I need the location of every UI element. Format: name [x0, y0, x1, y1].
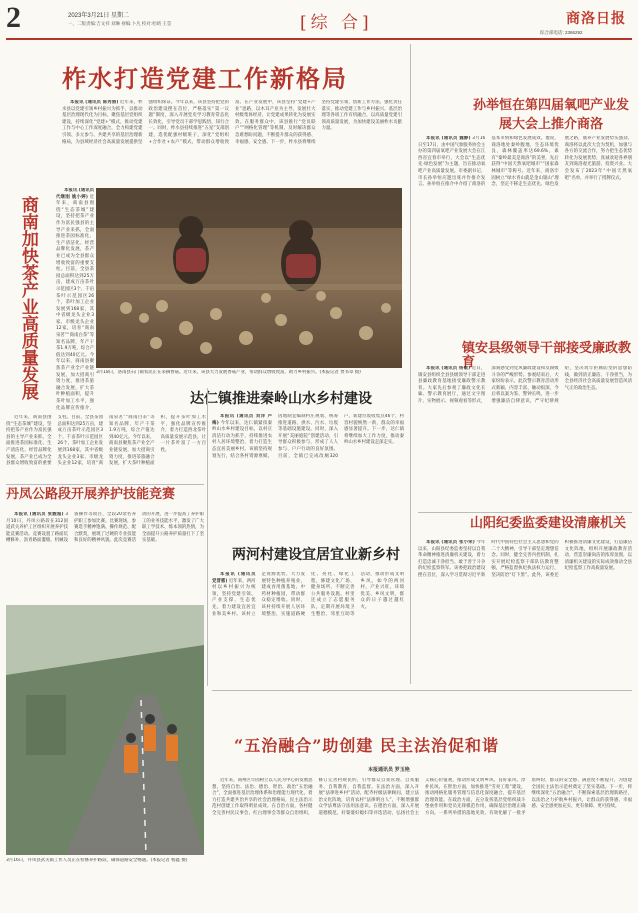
wuzhi-byline: 本报通讯员 罗玉艳: [368, 767, 410, 773]
bridge-article-body: [6, 512, 204, 602]
daxian-byline: 本报讯 (通讯员 刘洋 卢梅): [212, 414, 272, 426]
road-photo-image: [6, 605, 204, 855]
right-column-divider: [410, 44, 411, 684]
newspaper-logo: 商洛日报: [566, 11, 626, 27]
main-byline: 本报讯 (通讯员 陈秀丽): [70, 100, 119, 105]
bridge-body-text: 3月10日，丹凤公路段在312国道武关养护工区组织开展养护技能竞赛活动。竞赛设置了路面坑槽修补、沥青路面灌缝、机械设备操作等项目，全段20余名养护职工参加比赛。比赛现场，参赛选手精神饱满、操作规范、配合默契，展现了过硬的专业技能和良好的精神风貌。此次竞赛活动的开展，进一步提高了养护职工的业务技能水平，激发了广大职工学技术、练本领的热情，为全面提升公路养护质量打下了坚实基础。: [6, 512, 204, 544]
bridge-byline: 本报讯 (通讯员 张靓超): [14, 512, 64, 517]
shanyang-headline: 山阳纪委监委建设清廉机关: [470, 516, 627, 531]
tea-body-continued: 近年来，商南县围绕“生态茶城”建设，坚持把茶产业作为富民强县的主导产业来抓，全面推进茶园标准化、生产清洁化、经营品牌化发展，茶产业已成为全县群众增收致富的重要支柱。目前，全县茶园总面积达到25万亩，建成万亩茶叶示范园区3个、千亩茶叶示范园区26个，茶叶加工企业发展到168家，其中省级龙头企业3家、市级龙头企业12家，培育“商南泉茗”“商南白茶”等知名品牌，年产干茶1.9万吨，综合产值达到40亿元。今年以来，商南县聚焦茶产业全产业链发展，加大招商引资力度，推进茶旅融合发展，扩大茶叶种植面积，提升茶叶加工水平，强化品牌宣传推介，着力打造西北茶叶高质量发展示范县，让一片茶叶富了一方百姓。: [6, 415, 206, 467]
zhenan-divider: [418, 512, 632, 513]
hehe-headline: 两河村建设宜居宜业新乡村: [232, 547, 400, 563]
tea-article-body: [56, 188, 94, 410]
wuzhi-top-rule: [212, 690, 632, 691]
page-number: 2: [6, 1, 21, 34]
hehe-article-body: [212, 572, 404, 684]
road-photo: [6, 605, 204, 855]
mid-column-divider: [207, 388, 208, 686]
zhenan-headline: 镇安县级领导干部接受廉政教育: [462, 341, 632, 370]
sun-article-body: [418, 136, 632, 330]
wuzhi-body-text: 近年来，商州区牢固树立以人民为中心的发展思想，坚持自治、法治、德治、智治、政治“五治融合”，全面推进基层治理体系和治理能力现代化，着力打造共建共治共享的社会治理格局，民主法治示范村创建工作取得明显成效。在自治方面，各村健全完善村民议事会、红白理事会等群众自治组织，修订完善村规民约，引导群众自我管理、自我服务、自我教育、自我监督。在法治方面，深入开展“法律进乡村”活动，配齐村级法律顾问，建立法治文化阵地，培育农村“法律明白人”，不断增强群众学法尊法守法用法意识。在德治方面，深入开展道德模范、好婆婆好媳妇等评选活动，弘扬社会主义核心价值观，推动形成文明乡风、良好家风、淳朴民风。在智治方面，加快推进“雪亮工程”建设，推动网格化服务管理与信息化深度融合，提升基层治理效能。在政治方面，充分发挥基层党组织战斗堡垒作用和党员先锋模范作用，确保基层治理正确方向。一系列举措的落地见效，有效化解了一批矛盾纠纷，群众的安全感、满意度不断提升，为创建全国民主法治示范村奠定了坚实基础。下一步，将继续深化“五治融合”，不断探索基层治理新路径，以法治之力护航乡村振兴，让群众的获得感、幸福感、安全感更加充实、更有保障、更可持续。: [212, 778, 632, 816]
daxian-article-body: [212, 414, 404, 524]
hehe-byline: 本报讯 (通讯员 党晋惠): [212, 572, 256, 584]
tea-headline: 商南加快茶产业高质量发展: [17, 196, 38, 400]
masthead: [0, 0, 638, 40]
wuzhi-article-body: [212, 778, 632, 906]
tea-byline: 本报讯 (通讯员 代继刚 姚小婷): [56, 188, 94, 200]
road-photo-caption: 3月16日，丹凤县武关镇工作人员正在检修养护路段，确保道路安全畅通。(本报记者 杨鑫 摄): [6, 858, 188, 863]
zhenan-byline: 本报讯 (通讯员 杨敏): [426, 366, 471, 371]
tea-body-text: 近年来，商南县围绕“生态茶城”建设，坚持把茶产业作为富民强县的主导产业来抓，全面推进茶园标准化、生产清洁化、经营品牌化发展，茶产业已成为全县群众增收致富的重要支柱。目前，全县茶园总面积达到25万亩，建成万亩茶叶示范园区3个、千亩茶叶示范园区26个，茶叶加工企业发展到168家，其中省级龙头企业3家、市级龙头企业12家，培育“商南泉茗”“商南白茶”等知名品牌，年产干茶1.9万吨，综合产值达到40亿元。今年以来，商南县聚焦茶产业全产业链发展，加大招商引资力度，推进茶旅融合发展，扩大茶叶种植面积，提升茶叶加工水平，强化品牌宣传推介，: [56, 194, 94, 410]
main-article-body: [62, 100, 402, 184]
main-body-text: 近年来，柞水县以党建引领乡村振兴为抓手，以推动基层治理现代化为目标，聚焦基层党组织建设，持续深化“党建+”模式，推动党建工作与中心工作深度融合，全力构建党建引领、多元参与、共建共享的基层治理新格局，为县域经济社会高质量发展提供坚强组织保证。今年以来，该县坚持把党的政治建设摆在首位，严格落实“第一议题”制度，深入开展党史学习教育常态化长效化，引导党员干部学思践悟、知行合一。同时，柞水县持续推进“五星”支部创建，选优配强村级班子，深化“党组织+合作社+农户”模式，带动群众增收致富。在产业发展中，该县坚持“党建+产业”思路，以木耳产业为主导，发展壮大村级集体经济，让党建成果转化为发展实效。在服务群众中，该县推行“党员联户”“网格化管理”等机制，及时解决群众急难愁盼问题，不断提升群众的获得感、幸福感、安全感。下一步，柞水县将继续坚持党建引领，创新工作方法，强化责任落实，推动党建工作与乡村振兴、基层治理等各项工作有机融合，以高质量党建引领高质量发展，为加快建设美丽柞水贡献力量。: [62, 100, 402, 145]
shanyang-byline: 本报讯 (通讯员 张小荣): [426, 540, 475, 545]
mushroom-photo: [96, 188, 402, 368]
mushroom-photo-caption: 3月18日，洛南县石门镇农民正在采摘香菇。近年来，该县大力发展香菇产业，带动群众增收致富，助力乡村振兴。(本报记者 贾书章 摄): [96, 370, 361, 375]
section-title: [综 合]: [300, 13, 373, 33]
daxian-headline: 达仁镇推进秦岭山水乡村建设: [190, 391, 372, 407]
editor-credits: 一、二版责编:吉文祥 刘琳 视编:卜凡 校对:杜晴 王莹: [68, 21, 172, 26]
issue-date: 2023年3月21日 星期二: [68, 13, 130, 19]
edit-phone: 综合部电话: 2386292: [540, 30, 583, 35]
sun-headline: 孙举恒在第四届氧吧产业发展大会上推介商洛: [472, 98, 629, 132]
zhenan-body-text: 近日，镇安县组织全县县级领导干部走进县廉政教育基地接受廉政警示教育。大家先后参观了廉政文化长廊、警示教育展厅，通过文字图片、实物展示、视频观看等形式，深刻感受到党风廉政建设和反腐败斗争的严峻形势。参观结束后，大家纷纷表示，此次警示教育活动形式新颖、内容丰富、触动很深，今后将以案为鉴、警钟长鸣，进一步增强廉洁自律意识，严守纪律规矩，坚决筑牢拒腐防变的思想防线，做到清正廉洁、干净担当，为全县经济社会高质量发展营造风清气正的政治生态。: [418, 366, 632, 404]
main-headline: 柞水打造党建工作新格局: [62, 64, 348, 93]
wuzhi-headline: “五治融合”助创建 民主法治促和谐: [234, 736, 499, 755]
mushroom-photo-image: [96, 188, 402, 368]
shanyang-article-body: [418, 540, 632, 685]
shanyang-body-text: 今年以来，山阳县纪委监委坚持以自我革命精神推进清廉机关建设，着力打造忠诚干净担当、敢于善于斗争的纪检监察铁军。该委把政治建设摆在首位，深入学习贯彻习近平新时代中国特色社会主义思想和党的二十大精神，引导干部坚定理想信念。同时，健全完善内控机制，扎实开展纪检监察干部队伍教育整顿，严格监督执纪执法权力运行，坚决防治“灯下黑”。此外，该委还积极推进清廉文化建设，打造廉洁文化阵地，组织开展廉政教育活动，营造崇廉尚洁的浓厚氛围，以清廉机关建设的实际成效推动全县纪检监察工作高质量发展。: [418, 540, 632, 578]
bridge-divider: [6, 484, 204, 485]
sun-body-text: 3月16日至17日，由中国气象服务协会主办的第四届氧吧产业发展大会在江西省宜春市举行，大会以“生态优先·绿色发展”为主题，旨在推动氧吧产业高质量发展。市委副书记、市长孙举恒应邀出席并作推介发言。孙举恒在推介中介绍了商洛的基本市情和绿色发展成效。他说，商洛地处秦岭腹地，生态环境优良，森林覆盖率达69.6%，素有“秦岭最美是商洛”的美誉，先后获得“中国天然氧吧城市”“国家森林城市”等称号。近年来，商洛牢固树立“绿水青山就是金山银山”理念，坚定不移走生态优先、绿色发展之路，康养产业发展势头强劲。商洛将以此次大会为契机，加强与各方的交流合作，努力把生态优势转化为发展优势，真诚欢迎各界朋友到商洛观光旅游、投资兴业。大会发布了2023年“中国天然氧吧”名单，并举行了授牌仪式。: [418, 136, 632, 188]
daxian-body-text: 今年以来，达仁镇紧扣秦岭山水乡村建设目标，以村庄清洁行动为抓手，持续推进农村人居环境整治，着力打造生态宜居美丽乡村。该镇坚持规划先行，结合各村资源禀赋，因地制宜编制村庄规划，统筹推进道路、供水、污水、垃圾等基础设施建设。同时，深入开展“美丽庭院”创建活动，引导群众积极参与，形成了人人参与、户户行动的良好氛围。目前，全镇已完成改厕320户，新建垃圾收集点46个，村容村貌焕然一新，群众的幸福感显著提升。下一步，达仁镇将继续加大工作力度，推动秦岭山水乡村建设走深走实。: [212, 414, 404, 459]
tea-article-body-2: [6, 415, 206, 481]
bridge-headline: 丹凤公路段开展养护技能竞赛: [6, 487, 176, 502]
zhenan-article-body: [418, 366, 632, 508]
hehe-body-text: 近年来，两河村以乡村振兴为统领，坚持党建引领、产业支撑、生态优先，着力建设宜居宜业和美乡村。该村立足资源优势，大力发展特色种植养殖业，建成食用菌基地、中药材种植园，带动群众稳定增收。同时，该村持续开展人居环境整治，实施道路硬化、亮化、绿化工程，修建文化广场、健身场所，不断完善公共服务设施。村里还成立了志愿服务队，定期开展环境卫生整治、邻里互助等活动，推动形成文明乡风。如今的两河村，产业兴旺、环境优美、乡风文明，群众的日子越过越红火。: [212, 572, 404, 617]
masthead-rule: [6, 38, 632, 40]
sun-byline: 本报讯 (通讯员 魏静): [426, 136, 471, 141]
